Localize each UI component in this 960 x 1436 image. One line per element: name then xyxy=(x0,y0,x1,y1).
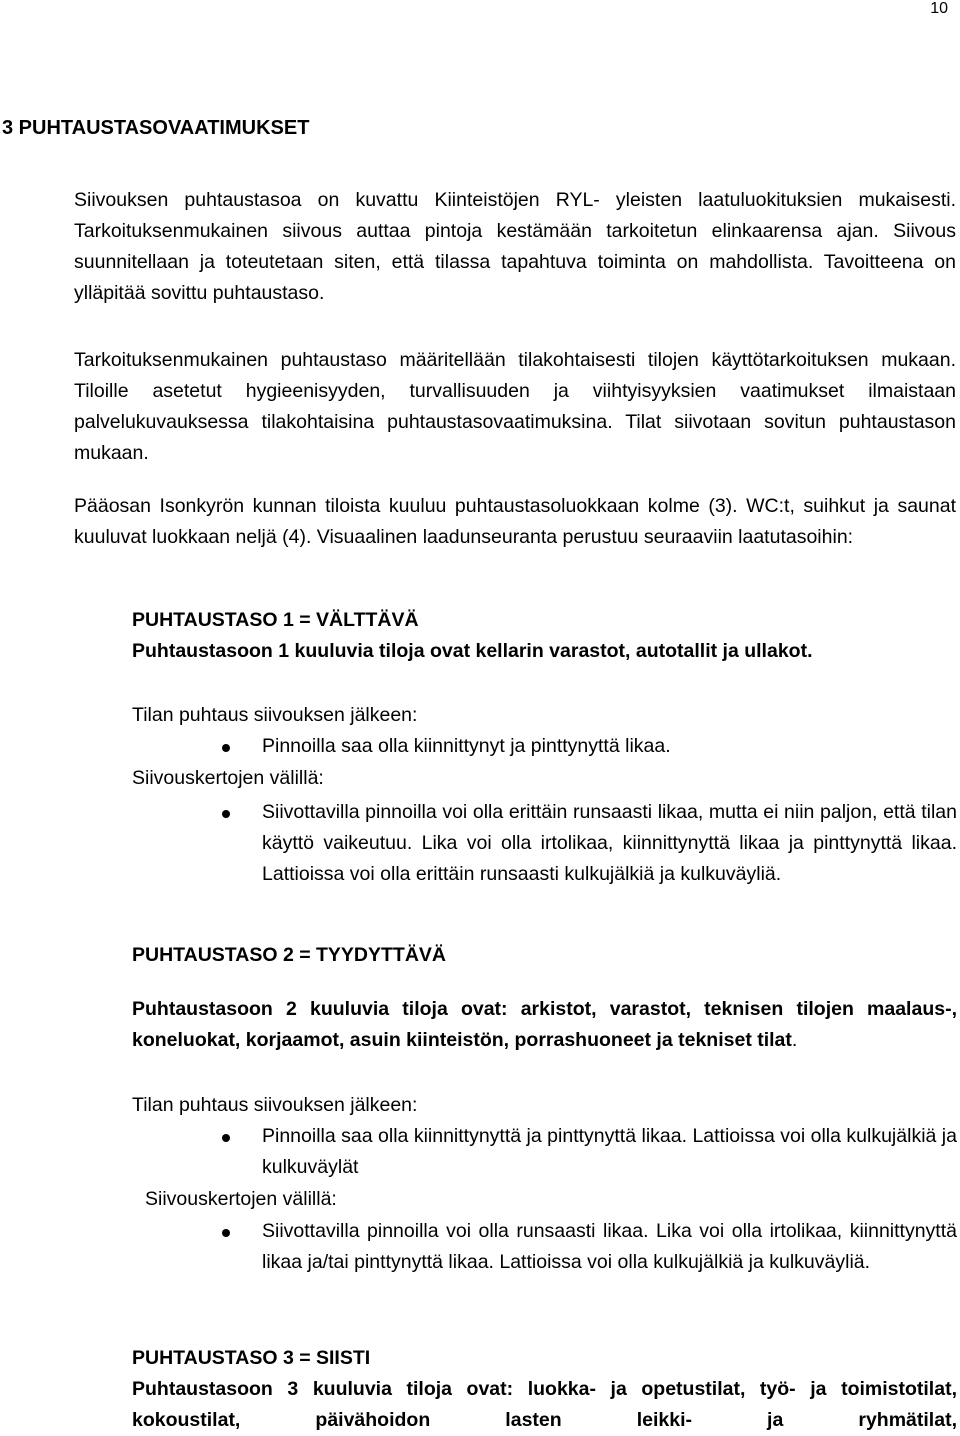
level-1-after-label: Tilan puhtaus siivouksen jälkeen: xyxy=(132,704,418,726)
level-2-intro xyxy=(132,994,957,1056)
level-2-between-item xyxy=(262,1216,957,1278)
bullet-icon xyxy=(222,744,230,752)
level-2-intro-plain: . xyxy=(791,1029,798,1051)
level-1-heading: PUHTAUSTASO 1 = VÄLTTÄVÄ xyxy=(132,609,419,631)
bullet-text: Pinnoilla saa olla kiinnittynyt ja pinttynyttä likaa. xyxy=(262,735,671,757)
bullet-text: Siivottavilla pinnoilla voi olla erittäin runsaasti likaa, mutta ei niin paljon, että tilan käyttö vaikeutuu. Lika voi olla irtolikaa, kiinnittynyttä likaa ja pinttynyttä likaa. Lattioissa voi olla erittäin runsaasti kulkujälkiä ja kulkuväyliä. xyxy=(262,801,957,885)
bullet-icon xyxy=(222,1229,230,1237)
bullet-text: Siivottavilla pinnoilla voi olla runsaasti likaa. Lika voi olla irtolikaa, kiinnittynyttä likaa ja/tai pinttynyttä likaa. Lattioissa voi olla kulkujälkiä ja kulkuväyliä. xyxy=(262,1220,957,1273)
level-2-between-label: Siivouskertojen välillä: xyxy=(145,1188,337,1210)
level-2-after-item xyxy=(262,1121,957,1183)
chapter-title: 3 PUHTAUSTASOVAATIMUKSET xyxy=(2,117,310,139)
level-2-heading: PUHTAUSTASO 2 = TYYDYTTÄVÄ xyxy=(132,944,447,966)
level-1-intro xyxy=(132,636,957,667)
bullet-text: Pinnoilla saa olla kiinnittynyttä ja pinttynyttä likaa. Lattioissa voi olla kulkujälkiä ja kulkuväylät xyxy=(262,1125,957,1178)
body-paragraph: Pääosan Isonkyrön kunnan tiloista kuuluu puhtaustasoluokkaan kolme (3). WC:t, suihkut ja saunat kuuluvat luokkaan neljä (4). Visuaalinen laadunseuranta perustuu seuraaviin laatutasoihin: xyxy=(74,495,956,548)
level-1-intro-bold: Puhtaustasoon 1 kuuluvia tiloja ovat kellarin varastot, autotallit ja ullakot. xyxy=(132,640,813,662)
page-number: 10 xyxy=(930,0,948,17)
level-3-intro xyxy=(132,1374,957,1436)
level-1-between-label: Siivouskertojen välillä: xyxy=(132,767,324,789)
level-2-after-label: Tilan puhtaus siivouksen jälkeen: xyxy=(132,1094,418,1116)
bullet-icon xyxy=(222,810,230,818)
level-1-after-item xyxy=(262,731,957,762)
level-2-intro-bold: Puhtaustasoon 2 kuuluvia tiloja ovat: arkistot, varastot, teknisen tilojen maalaus-, koneluokat, korjaamot, asuin kiinteistön, porrashuoneet ja tekniset tilat xyxy=(132,998,957,1051)
body-paragraph: Siivouksen puhtaustasoa on kuvattu Kiinteistöjen RYL- yleisten laatuluokituksien mukaisesti. Tarkoituksenmukainen siivous auttaa pintoja kestämään tarkoitetun elinkaarensa ajan. Siivous suunnitellaan ja toteutetaan siten, että tilassa tapahtuva toiminta on mahdollista. Tavoitteena on ylläpitää sovittu puhtaustaso. xyxy=(74,189,956,304)
level-1-between-item xyxy=(262,797,957,890)
level-3-intro-bold: Puhtaustasoon 3 kuuluvia tiloja ovat: luokka- ja opetustilat, työ- ja toimistotilat, kokoustilat, päivähoidon lasten leikki- ja ryhmätilat, xyxy=(132,1378,957,1431)
level-3-heading: PUHTAUSTASO 3 = SIISTI xyxy=(132,1347,371,1369)
bullet-icon xyxy=(222,1134,230,1142)
body-paragraph: Tarkoituksenmukainen puhtaustaso määritellään tilakohtaisesti tilojen käyttötarkoituksen mukaan. Tiloille asetetut hygieenisyyden, turvallisuuden ja viihtyisyyksien vaatimukset ilmaistaan palvelukuvauksessa tilakohtaisina puhtaustasovaatimuksina. Tilat siivotaan sovitun puhtaustason mukaan. xyxy=(74,349,956,464)
